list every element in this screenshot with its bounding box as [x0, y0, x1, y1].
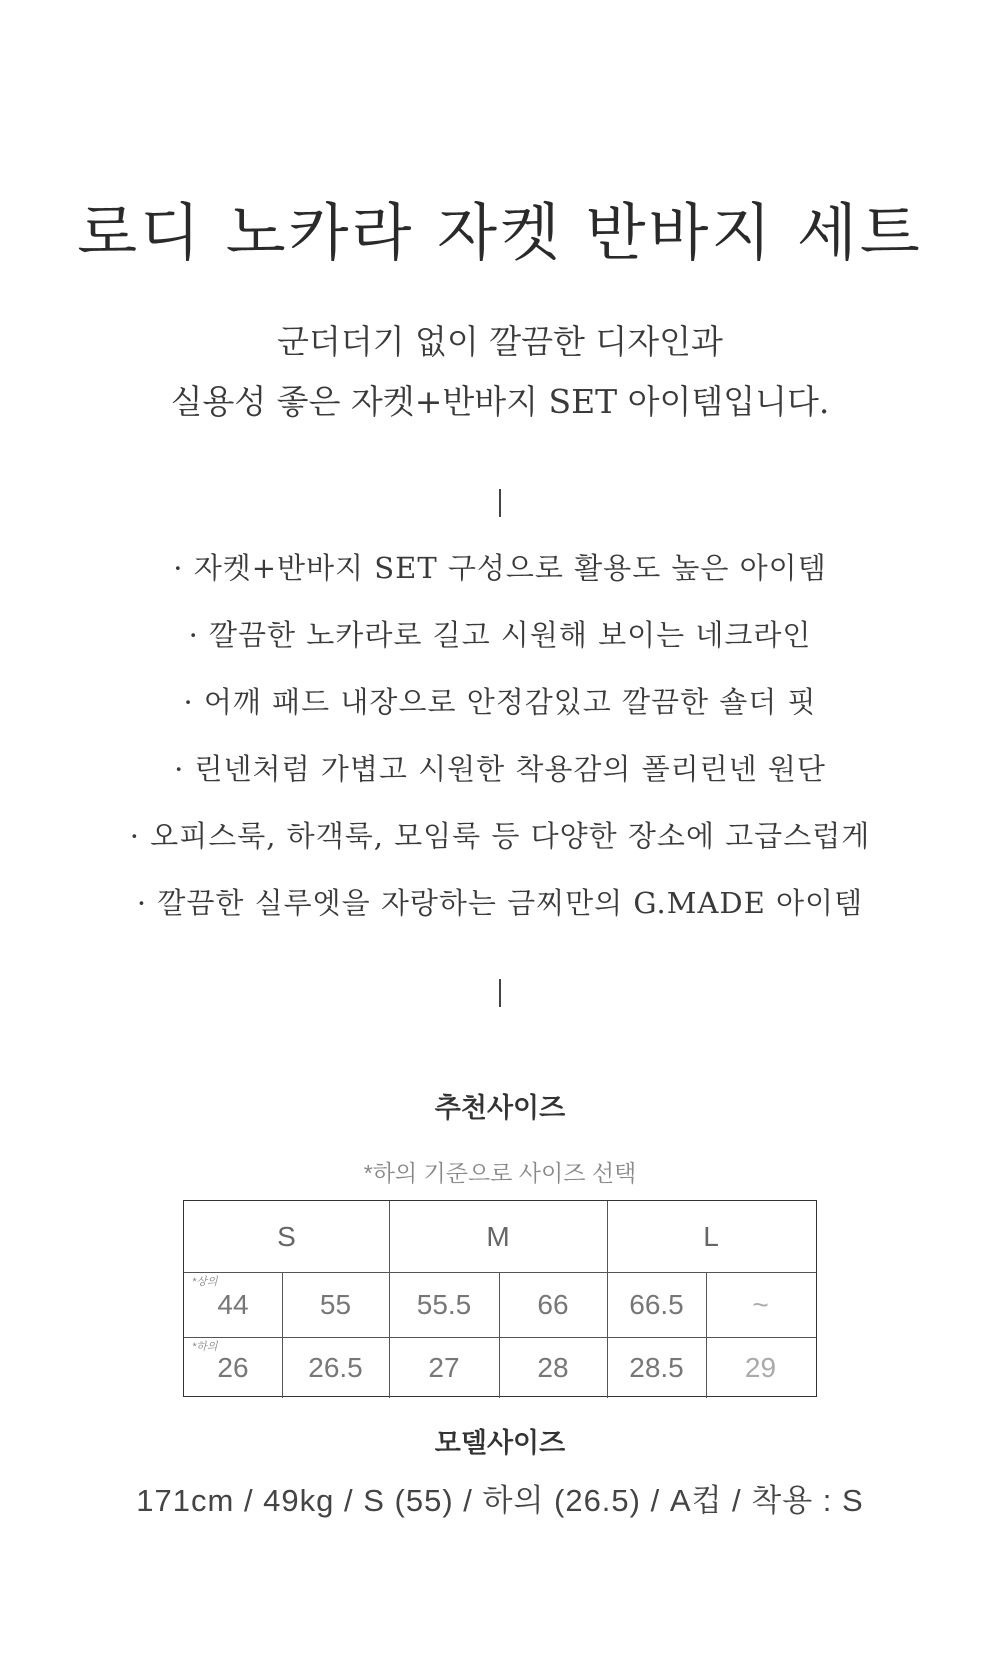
- feature-item: · 어깨 패드 내장으로 안정감있고 깔끔한 숄더 핏: [183, 685, 817, 719]
- feature-item: · 린넨처럼 가볍고 시원한 착용감의 폴리린넨 원단: [174, 752, 826, 786]
- feature-item: · 깔끔한 실루엣을 자랑하는 금찌만의 G.MADE 아이템: [136, 886, 864, 920]
- bottom-size-cell: 26.5: [308, 1351, 363, 1383]
- top-size-cell: ~: [752, 1288, 769, 1320]
- bottom-size-cell: 29: [744, 1351, 777, 1383]
- top-size-cell: 66: [537, 1288, 569, 1320]
- top-size-cell: 55: [319, 1288, 352, 1320]
- bottom-size-cell: 27: [428, 1351, 460, 1383]
- divider-top: [499, 489, 501, 517]
- feature-item: · 깔끔한 노카라로 길고 시원해 보이는 네크라인: [188, 618, 812, 652]
- product-title: 로디 노카라 자켓 반바지 세트: [77, 195, 923, 269]
- size-header-l: L: [703, 1220, 719, 1252]
- size-header-s: S: [277, 1220, 296, 1252]
- feature-item: · 오피스룩, 하객룩, 모임룩 등 다양한 장소에 고급스럽게: [129, 819, 871, 853]
- bottom-size-cell: 26: [217, 1351, 249, 1383]
- top-size-cell: 55.5: [416, 1288, 472, 1320]
- top-size-cell: 66.5: [629, 1288, 684, 1320]
- size-table: [183, 1200, 817, 1397]
- intro-line-1: 군더더기 없이 깔끔한 디자인과: [277, 322, 723, 361]
- divider-bottom: [499, 979, 501, 1007]
- intro-line-2: 실용성 좋은 자켓+반바지 SET 아이템입니다.: [170, 382, 830, 421]
- model-size-title: 모델사이즈: [434, 1428, 566, 1458]
- bottom-size-cell: 28: [537, 1351, 569, 1383]
- model-size-info: 171cm / 49kg / S (55) / 하의 (26.5) / A컵 / 착용 : S: [136, 1483, 864, 1518]
- size-header-m: M: [486, 1220, 510, 1252]
- top-row-label: *상의: [192, 1276, 218, 1288]
- feature-list: [0, 548, 1000, 950]
- recommended-size-title: 추천사이즈: [434, 1093, 566, 1123]
- bottom-size-cell: 28.5: [629, 1351, 684, 1383]
- top-size-cell: 44: [217, 1288, 249, 1320]
- size-selection-note: *하의 기준으로 사이즈 선택: [363, 1160, 637, 1186]
- feature-item: · 자켓+반바지 SET 구성으로 활용도 높은 아이템: [173, 551, 827, 585]
- bottom-row-label: *하의: [192, 1341, 218, 1353]
